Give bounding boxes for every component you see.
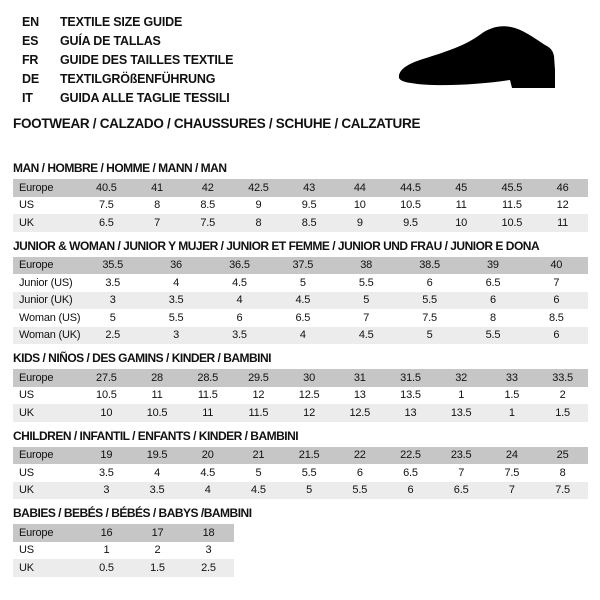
size-cell: 7.5 <box>182 214 233 232</box>
size-cell: 6 <box>385 482 436 500</box>
size-table <box>13 369 588 422</box>
category-heading: FOOTWEAR / CALZADO / CHAUSSURES / SCHUHE / CALZATURE <box>13 116 421 131</box>
size-cell: 3 <box>81 482 132 500</box>
size-cell: 10.5 <box>487 214 538 232</box>
size-cell: 27.5 <box>81 369 132 387</box>
row-label: US <box>13 542 81 560</box>
table-row <box>13 179 588 197</box>
size-cell: 7 <box>132 214 183 232</box>
size-cell: 0.5 <box>81 559 132 577</box>
size-cell: 6 <box>334 464 385 482</box>
size-section <box>13 430 588 500</box>
size-section <box>13 240 588 345</box>
size-cell: 3 <box>144 327 207 345</box>
size-cell: 5 <box>81 309 144 327</box>
size-cell: 1 <box>81 542 132 560</box>
size-cell: 20 <box>182 447 233 465</box>
row-label: Woman (UK) <box>13 327 81 345</box>
size-cell: 21.5 <box>284 447 335 465</box>
row-label: UK <box>13 559 81 577</box>
size-cell: 8 <box>132 197 183 215</box>
size-cell: 11 <box>182 404 233 422</box>
size-cell: 43 <box>284 179 335 197</box>
size-cell: 4 <box>271 327 334 345</box>
size-cell: 5.5 <box>334 482 385 500</box>
size-cell: 13.5 <box>436 404 487 422</box>
size-cell: 5.5 <box>335 274 398 292</box>
size-tables <box>13 162 588 577</box>
size-cell: 12 <box>537 197 588 215</box>
size-cell: 46 <box>537 179 588 197</box>
size-cell: 33 <box>487 369 538 387</box>
size-cell: 35.5 <box>81 257 144 275</box>
size-cell: 22.5 <box>385 447 436 465</box>
size-cell: 5 <box>398 327 461 345</box>
size-cell: 13.5 <box>385 387 436 405</box>
size-cell: 5 <box>284 482 335 500</box>
section-title: CHILDREN / INFANTIL / ENFANTS / KINDER / BAMBINI <box>13 428 299 443</box>
size-cell: 18 <box>183 524 234 542</box>
size-cell: 9 <box>233 197 284 215</box>
table-row <box>13 464 588 482</box>
size-cell: 3.5 <box>81 464 132 482</box>
size-cell: 6.5 <box>271 309 334 327</box>
language-code: DE <box>22 71 39 86</box>
size-cell: 6.5 <box>461 274 524 292</box>
table-row <box>13 387 588 405</box>
table-row <box>13 542 234 560</box>
size-cell: 9.5 <box>385 214 436 232</box>
size-cell: 5 <box>335 292 398 310</box>
row-label: Europe <box>13 369 81 387</box>
size-cell: 8.5 <box>284 214 335 232</box>
size-cell: 7 <box>487 482 538 500</box>
size-cell: 17 <box>132 524 183 542</box>
size-cell: 40 <box>525 257 588 275</box>
table-row <box>13 369 588 387</box>
size-cell: 5 <box>233 464 284 482</box>
size-cell: 3 <box>81 292 144 310</box>
size-cell: 7.5 <box>398 309 461 327</box>
table-row <box>13 482 588 500</box>
language-code: FR <box>22 52 39 67</box>
size-cell: 25 <box>537 447 588 465</box>
size-cell: 4 <box>182 482 233 500</box>
size-cell: 6 <box>208 309 271 327</box>
size-cell: 3.5 <box>81 274 144 292</box>
size-cell: 8 <box>537 464 588 482</box>
size-cell: 28.5 <box>182 369 233 387</box>
size-cell: 6 <box>525 327 588 345</box>
row-label: US <box>13 464 81 482</box>
language-label: TEXTILE SIZE GUIDE <box>60 14 183 29</box>
size-cell: 31 <box>334 369 385 387</box>
size-cell: 10.5 <box>132 404 183 422</box>
size-cell: 41 <box>132 179 183 197</box>
size-cell: 7.5 <box>81 197 132 215</box>
size-cell: 32 <box>436 369 487 387</box>
language-label: GUIDE DES TAILLES TEXTILE <box>60 52 234 67</box>
size-cell: 8 <box>233 214 284 232</box>
table-row <box>13 197 588 215</box>
size-cell: 7 <box>436 464 487 482</box>
size-cell: 1.5 <box>132 559 183 577</box>
table-row <box>13 327 588 345</box>
row-label: Europe <box>13 447 81 465</box>
size-cell: 2.5 <box>183 559 234 577</box>
size-cell: 6.5 <box>385 464 436 482</box>
size-cell: 4.5 <box>208 274 271 292</box>
size-cell: 45 <box>436 179 487 197</box>
size-cell: 24 <box>487 447 538 465</box>
table-row <box>13 257 588 275</box>
size-cell: 8 <box>461 309 524 327</box>
size-section <box>13 352 588 422</box>
size-cell: 11 <box>132 387 183 405</box>
language-code: IT <box>22 90 33 105</box>
size-cell: 12.5 <box>334 404 385 422</box>
size-cell: 36 <box>144 257 207 275</box>
size-cell: 21 <box>233 447 284 465</box>
size-cell: 7.5 <box>487 464 538 482</box>
size-table <box>13 179 588 232</box>
size-cell: 10.5 <box>385 197 436 215</box>
size-cell: 1 <box>487 404 538 422</box>
size-cell: 5.5 <box>461 327 524 345</box>
size-cell: 7.5 <box>537 482 588 500</box>
section-title: JUNIOR & WOMAN / JUNIOR Y MUJER / JUNIOR ET FEMME / JUNIOR UND FRAU / JUNIOR E DONA <box>13 238 540 253</box>
size-cell: 23.5 <box>436 447 487 465</box>
size-cell: 3.5 <box>144 292 207 310</box>
size-cell: 13 <box>385 404 436 422</box>
row-label: Europe <box>13 179 81 197</box>
size-cell: 6 <box>461 292 524 310</box>
row-label: US <box>13 387 81 405</box>
size-cell: 1.5 <box>487 387 538 405</box>
size-cell: 31.5 <box>385 369 436 387</box>
size-cell: 9.5 <box>284 197 335 215</box>
row-label: UK <box>13 214 81 232</box>
size-cell: 10.5 <box>81 387 132 405</box>
table-row <box>13 274 588 292</box>
size-cell: 10 <box>81 404 132 422</box>
size-cell: 12 <box>284 404 335 422</box>
size-cell: 3.5 <box>208 327 271 345</box>
size-cell: 11 <box>537 214 588 232</box>
size-cell: 4 <box>208 292 271 310</box>
row-label: Europe <box>13 257 81 275</box>
size-table <box>13 257 588 345</box>
row-label: Junior (US) <box>13 274 81 292</box>
size-cell: 38 <box>335 257 398 275</box>
table-row <box>13 292 588 310</box>
size-cell: 11.5 <box>182 387 233 405</box>
size-cell: 5.5 <box>144 309 207 327</box>
size-cell: 3.5 <box>132 482 183 500</box>
size-cell: 37.5 <box>271 257 334 275</box>
size-cell: 7 <box>335 309 398 327</box>
section-title: MAN / HOMBRE / HOMME / MANN / MAN <box>13 161 227 175</box>
row-label: UK <box>13 482 81 500</box>
size-cell: 2 <box>132 542 183 560</box>
size-cell: 2 <box>537 387 588 405</box>
size-cell: 29.5 <box>233 369 284 387</box>
size-cell: 10 <box>436 214 487 232</box>
size-table <box>13 447 588 500</box>
size-cell: 44.5 <box>385 179 436 197</box>
size-cell: 5.5 <box>398 292 461 310</box>
size-cell: 1 <box>436 387 487 405</box>
table-row <box>13 309 588 327</box>
size-cell: 42.5 <box>233 179 284 197</box>
size-cell: 10 <box>334 197 385 215</box>
shoe-icon <box>393 20 578 102</box>
size-cell: 36.5 <box>208 257 271 275</box>
size-cell: 7 <box>525 274 588 292</box>
language-code: EN <box>22 14 39 29</box>
size-cell: 38.5 <box>398 257 461 275</box>
size-cell: 8.5 <box>525 309 588 327</box>
size-cell: 8.5 <box>182 197 233 215</box>
size-cell: 12 <box>233 387 284 405</box>
size-cell: 6 <box>398 274 461 292</box>
size-cell: 4 <box>144 274 207 292</box>
size-cell: 1.5 <box>537 404 588 422</box>
size-cell: 12.5 <box>284 387 335 405</box>
size-section <box>13 162 588 232</box>
size-cell: 5 <box>271 274 334 292</box>
size-cell: 40.5 <box>81 179 132 197</box>
section-title: KIDS / NIÑOS / DES GAMINS / KINDER / BAMBINI <box>13 351 272 365</box>
table-row <box>13 214 588 232</box>
size-cell: 11.5 <box>487 197 538 215</box>
section-title: BABIES / BEBÉS / BÉBÉS / BABYS /BAMBINI <box>13 506 252 520</box>
size-cell: 3 <box>183 542 234 560</box>
size-cell: 4.5 <box>335 327 398 345</box>
language-label: TEXTILGRÖßENFÜHRUNG <box>60 71 216 86</box>
size-cell: 5.5 <box>284 464 335 482</box>
size-cell: 16 <box>81 524 132 542</box>
size-cell: 11 <box>436 197 487 215</box>
size-cell: 30 <box>284 369 335 387</box>
table-row <box>13 524 234 542</box>
language-label: GUÍA DE TALLAS <box>60 33 161 48</box>
table-row <box>13 404 588 422</box>
size-cell: 4.5 <box>233 482 284 500</box>
table-row <box>13 559 234 577</box>
row-label: Woman (US) <box>13 309 81 327</box>
size-cell: 42 <box>182 179 233 197</box>
row-label: UK <box>13 404 81 422</box>
language-code: ES <box>22 33 39 48</box>
size-cell: 6 <box>525 292 588 310</box>
size-cell: 4.5 <box>182 464 233 482</box>
size-cell: 4.5 <box>271 292 334 310</box>
size-cell: 6.5 <box>436 482 487 500</box>
size-cell: 44 <box>334 179 385 197</box>
size-cell: 6.5 <box>81 214 132 232</box>
row-label: Junior (UK) <box>13 292 81 310</box>
size-cell: 11.5 <box>233 404 284 422</box>
size-cell: 4 <box>132 464 183 482</box>
row-label: US <box>13 197 81 215</box>
size-table <box>13 524 234 577</box>
size-cell: 13 <box>334 387 385 405</box>
size-cell: 19.5 <box>132 447 183 465</box>
size-cell: 22 <box>334 447 385 465</box>
size-cell: 33.5 <box>537 369 588 387</box>
size-cell: 39 <box>461 257 524 275</box>
size-section <box>13 507 588 577</box>
row-label: Europe <box>13 524 81 542</box>
size-cell: 19 <box>81 447 132 465</box>
size-cell: 45.5 <box>487 179 538 197</box>
language-label: GUIDA ALLE TAGLIE TESSILI <box>60 90 230 105</box>
size-cell: 9 <box>334 214 385 232</box>
size-cell: 28 <box>132 369 183 387</box>
table-row <box>13 447 588 465</box>
size-cell: 2.5 <box>81 327 144 345</box>
